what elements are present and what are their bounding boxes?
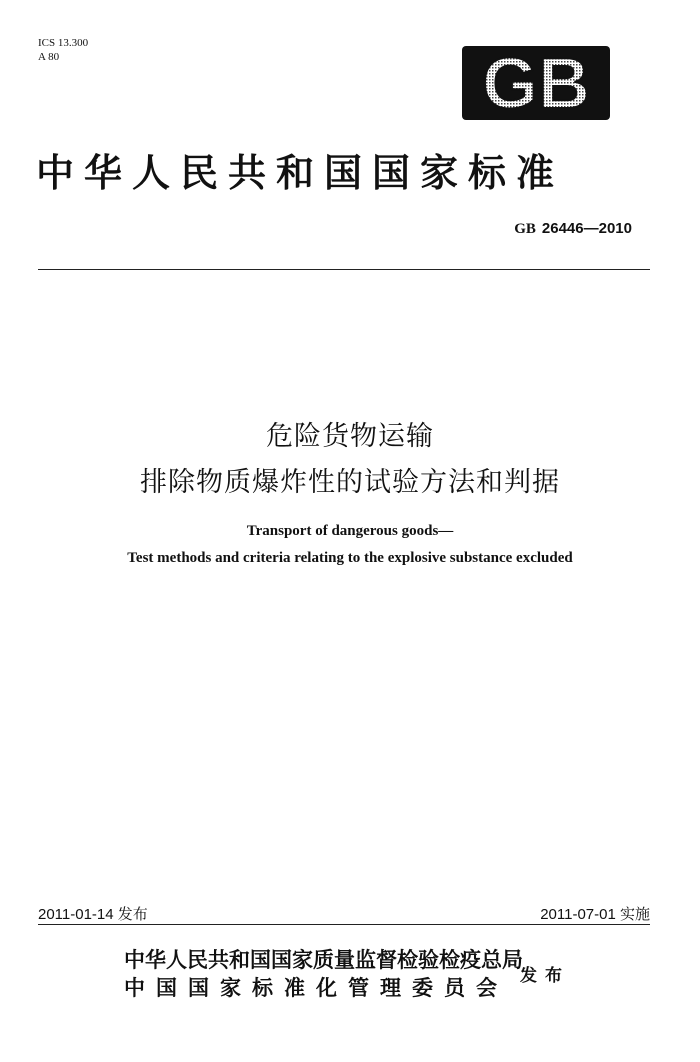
issue-date: 2011-01-14 发布 bbox=[38, 906, 148, 923]
top-divider bbox=[38, 269, 650, 270]
cn-title-line1: 危险货物运输 bbox=[266, 421, 434, 452]
cn-title-line2: 排除物质爆炸性的试验方法和判据 bbox=[140, 467, 560, 498]
gb-logo-text: GB bbox=[482, 46, 590, 120]
standard-title: 中华人民共和国国家标准 bbox=[36, 150, 565, 195]
issuer-line1: 中华人民共和国国家质量监督检验检疫总局 bbox=[124, 947, 523, 972]
publish-label: 发布 bbox=[520, 966, 570, 986]
ics-code: ICS 13.300 bbox=[38, 37, 89, 49]
en-title-line1: Transport of dangerous goods— bbox=[246, 523, 454, 539]
standard-code-prefix: GB bbox=[514, 221, 536, 237]
classification-codes bbox=[38, 36, 88, 64]
standard-code bbox=[514, 220, 632, 238]
standard-code-number: 26446—2010 bbox=[541, 220, 632, 237]
issuer-line2: 中国国家标准化管理委员会 bbox=[124, 975, 508, 1000]
gb-logo bbox=[462, 46, 610, 120]
ccs-code: A 80 bbox=[38, 51, 60, 63]
en-title-line2: Test methods and criteria relating to the explosive substance excluded bbox=[127, 550, 573, 566]
implementation-date: 2011-07-01 实施 bbox=[540, 906, 650, 923]
bottom-divider bbox=[38, 924, 650, 925]
